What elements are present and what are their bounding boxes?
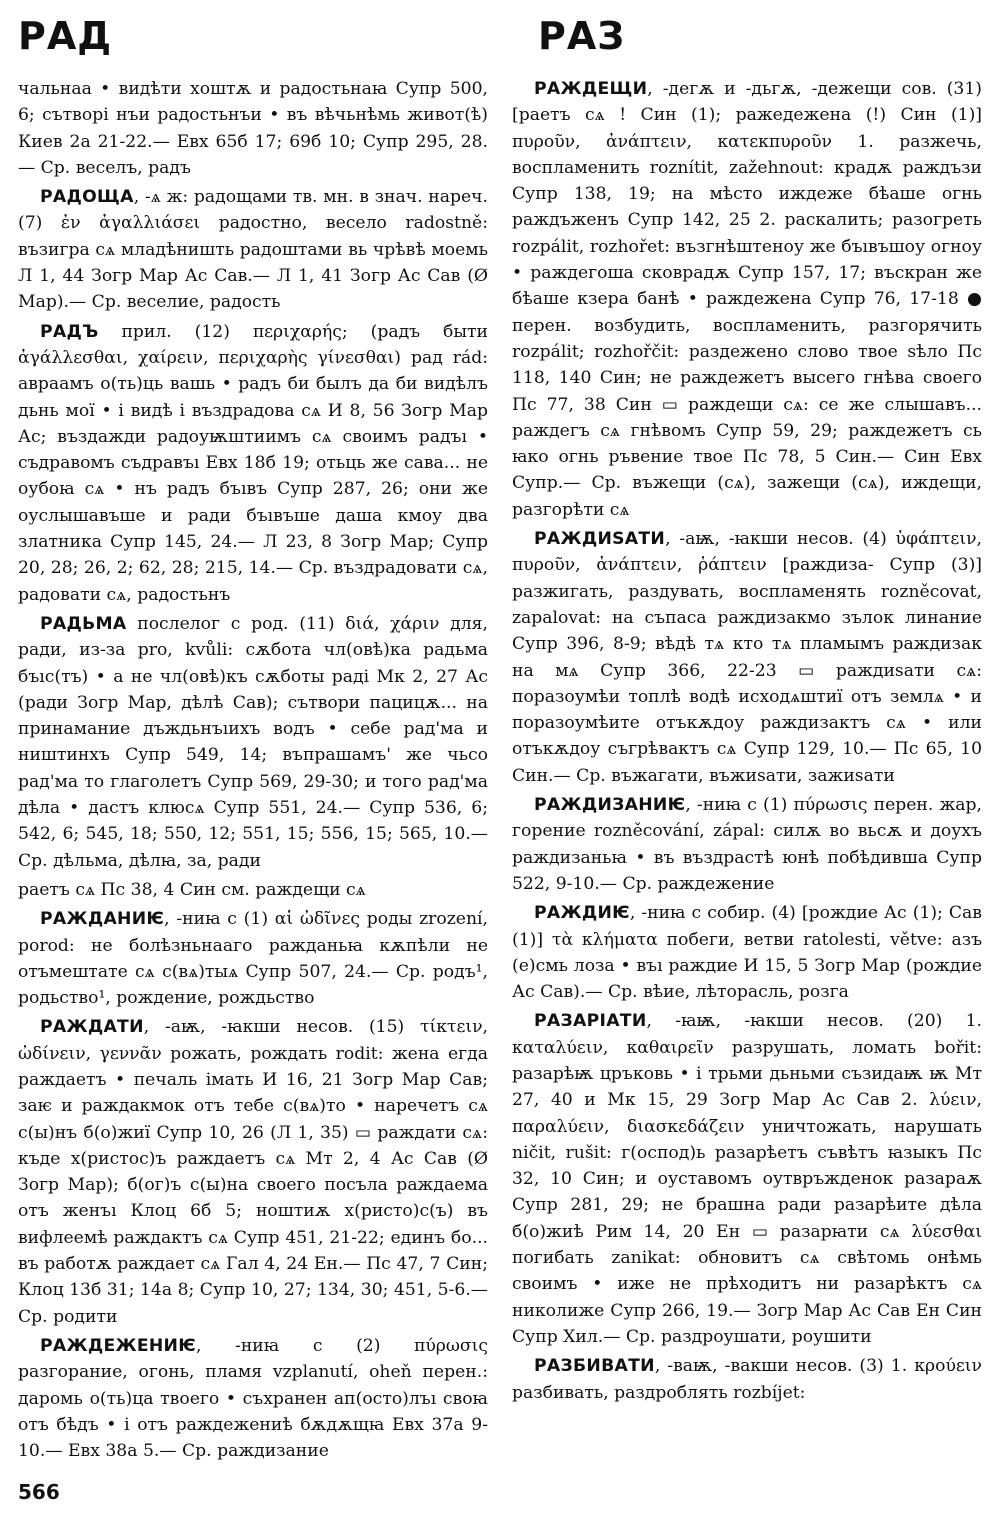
entry-text: , -аѭ, -ꙗкши несов. (15) τίκτειν, ὠδίνειν, γεννᾶν рожать, рождать rodit: жена егда раждаетъ • печаль імать И 16, 21 Зогр Мар Сав; заѥ и раждакмок отъ тебе с(вѧ)то • наречетъ сѧ с(ы)нъ б(о)жиї Супр 10, 26 (Л 1, 35) ▭ раждати сѧ: къде х(ристос)ъ раждаетъ сѧ Мт 2, 4 Ас Сав (Ø Зогр Мар); б(ог)ъ с(ы)на своего посъла раждаема отъ женъı Клоц 6б 5; ноштиѫ х(ристо)с(ъ) въ вифлеемѣ раждактъ сѧ Супр 451, 21-22; единъ бо... въ работѫ раждает сѧ Гал 4, 24 Ен.— Пс 47, 7 Син; Клоц 13б 31; 14а 8; Супр 10, 27; 134, 30; 451, 5-6.— Ср. родити — [18, 1017, 488, 1327]
entry-headword: РАЗБИВАТИ — [534, 1356, 655, 1377]
dictionary-entry — [18, 76, 488, 181]
entry-text: прил. (12) περιχαρής; (радъ быти ἀγάλλεσθαι, χαίρειν, περιχαρὴς γίνεσθαι) рад rád: авраамъ о(ть)ць вашь • радъ би былъ да би видѣлъ дьнь мої • і видѣ і въздрадова сѧ И 8, 56 Зогр Мар Ас; въздажди радоуѭштиимъ сѧ своимъ радъı • съдравомъ съдравъı Евх 18б 19; отьць же сава... не оубоꙗ сѧ • нъ радъ бъıвъ Супр 287, 26; они же оуслышавъше и ради бъıвъше даша кмоу два златника Супр 145, 24.— Л 23, 8 Зогр Мар; Супр 20, 28; 26, 2; 62, 28; 215, 14.— Ср. въздрадовати сѧ, радовати сѧ, радостьнъ — [18, 321, 488, 605]
entry-text: , -ѧ ж: радощами тв. мн. в знач. нареч. (7) ἐν ἀγαλλιάσει радостно, весело radostně: възигра сѧ младѣништь радоштами вь чрѣвѣ моемь Л 1, 44 Зогр Мар Ас Сав.— Л 1, 41 Зогр Ас Сав (Ø Мар).— Ср. веселие, радость — [18, 187, 488, 313]
entry-headword: РАДЪ — [40, 321, 99, 342]
entry-headword: РАЖДИЗАНИѤ — [534, 795, 686, 816]
entry-text: , -ꙗѭ, -ꙗкши несов. (20) 1. καταλύειν, καθαιρεῖν разрушать, ломать bořit: разарѣѭ цръковь • і трьми дьньми съзидаѭ ѭ Мт 27, 40 и Мк 15, 29 Зогр Мар Ас Сав 2. λύειν, παραλύειν, διασκεδάζειν уничтожать, нарушать ničit, rušit: г(оспод)ь разарѣетъ съвѣтъ ꙗзыкъ Пс 32, 10 Син; и оуставомъ оутвръжденок разараѫ Супр 281, 29; не брашна ради разарѣите дѣла б(о)жиѣ Рим 14, 20 Ен ▭ разарꙗти сѧ λύεσθαι погибать zanikat: обновитъ сѧ свѣтомь онѣмь своимъ • иже не прѣходитъ ни разарѣктъ сѧ николиже Супр 266, 19.— Зогр Мар Ас Сав Ен Син Супр Хил.— Ср. раздроушати, роушити — [512, 1011, 982, 1347]
entry-headword: РАЖДАТИ — [40, 1017, 144, 1038]
entry-text: послелог с род. (11) διά, χάριν для, ради, из-за pro, kvůli: сѫбота чл(овѣ)ка радьма бъıс(тъ) • а не чл(овѣ)къ сѫботы радi Мк 2, 27 Ас (ради Зогр Мар, дѣлѣ Сав); сътвори пацицѫ... на принаманиe дъждьнъıихъ водъ • себе рад'ма и ништинхъ Супр 549, 14; въпрашамъ' же чьсо рад'ма то глаголетъ Супр 569, 29-30; и того рад'ма дѣла • дастъ клюсѧ Супр 551, 24.— Супр 536, 6; 542, 6; 545, 18; 550, 12; 551, 15; 556, 15; 565, 10.— Ср. дѣльма, дѣлꙗ, за, ради — [18, 613, 488, 871]
left-column — [18, 76, 488, 1466]
entry-headword: РАЖДАНИѤ — [40, 909, 165, 930]
entry-text: , -дегѫ и -дьгѫ, -дежещи сов. (31) [раетъ сѧ ! Син (1); ражедежена (!) Син (1)] πυροῦν, ἀνάπτειν, κατεκπυροῦν 1. разжечь, воспламенить roznítit, zažehnout: крадѫ раждъзи Супр 138, 19; на мѣсто иждеже бѣаше огнь раждъженъ Супр 142, 25 2. раскалить; разогреть rozpálit, rozhořet: възгнѣштеноу же бъıвъшоу огноу • раждегоша сковрадѫ Супр 157, 17; въскран же бѣаше кзера банѣ • раждежена Супр 76, 17-18 ● перен. возбудить, воспламенить, разгорячить rozpálit; rozhořčit: раздежено слово твое ѕѣло Пс 118, 140 Син; не раждежетъ высего гнѣва своего Пс 77, 38 Син ▭ раждещи сѧ: се же слышавъ... раждегъ сѧ гнѣвомъ Супр 59, 29; раждежетъ сь ꙗко огнь ръвение твое Пс 78, 5 Син.— Син Евх Супр.— Ср. въжещи (сѧ), зажещи (сѧ), иждещи, разгорѣти сѧ — [512, 79, 982, 520]
dictionary-entry — [18, 611, 488, 874]
entry-headword: РАЖДИѤ — [534, 903, 630, 924]
entry-text: , -ниꙗ с (1) πύρωσις перен. жар, горение rozněcování, zápal: силѫ во вьсѫ и доухъ раждизаньꙗ • въ въздрастѣ юнѣ побѣдивша Супр 522, 9-10.— Ср. раждежениe — [512, 795, 982, 894]
right-column — [512, 76, 982, 1466]
running-head-left: РАД — [18, 14, 113, 58]
entry-text: раетъ сѧ Пс 38, 4 Син см. раждещи сѧ — [18, 879, 366, 900]
entry-headword: РАЖДЕЩИ — [534, 79, 648, 99]
entry-text: , -ниꙗ с собир. (4) [рождие Ас (1); Сав (1)] τὰ κλήματα побеги, ветви ratolesti, větve: азъ (е)смь лоза • въı раждие И 15, 5 Зогр Мар (рождие Ас Сав).— Ср. вѣиe, лѣторасль, розга — [512, 903, 982, 1003]
dictionary-entry — [18, 319, 488, 608]
dictionary-entry — [512, 1353, 982, 1406]
entry-headword: РАДЬМА — [40, 613, 127, 634]
dictionary-entry — [18, 906, 488, 1011]
entry-text: , -ваѭ, -вакши несов. (3) 1. κρούειν разбивать, раздроблять rozbíjet: — [512, 1356, 982, 1403]
entry-headword: РАЗАРІАТИ — [534, 1011, 647, 1032]
entry-text: , -ниꙗ с (1) αἱ ὠδῖνες роды zrození, porod: не болѣзньнааго ражданьꙗ кѫпѣли не отъмештате сѧ с(вѧ)тыѧ Супр 507, 24.— Ср. родъ¹, родьство¹, рождениe, рождьство — [18, 909, 488, 1009]
running-head-right: РАЗ — [538, 14, 626, 58]
dictionary-entry — [18, 184, 488, 315]
dictionary-entry — [18, 1333, 488, 1464]
entry-headword: РАЖДЕЖЕНИѤ — [40, 1335, 196, 1356]
entry-headword: РАЖДИЅАТИ — [534, 529, 666, 550]
dictionary-entry — [512, 526, 982, 789]
entry-text: , -ниꙗ с (2) πύρωσις разгорание, огонь, пламя vzplanutí, oheň перен.: даромь о(ть)ца твоего • съхранен ап(осто)лъı своꙗ отъ бѣдъ • і отъ раждежениѣ бѫдѫщꙗ Евх 37а 9-10.— Евх 38а 5.— Ср. раждизаниe — [18, 1335, 488, 1462]
entry-text: чальнаа • видѣти хоштѫ и радостьнаꙗ Супр 500, 6; сътворі нъи радостьнъи • въ вѣчьнѣмь живот(ѣ) Киев 2а 21-22.— Евх 65б 17; 69б 10; Супр 295, 28.— Ср. веселъ, радъ — [18, 79, 488, 178]
page-number: 566 — [18, 1480, 60, 1504]
dictionary-entry — [512, 1008, 982, 1350]
entry-headword: РАДОЩА — [40, 187, 134, 208]
dictionary-entry — [512, 76, 982, 523]
entry-text: , -аѭ, -ꙗкши несов. (4) ὑφάπτειν, πυροῦν, ἀνάπτειν, ῥάπτειν [раждиза- Супр (3)] разжигать, раздувать, воспламенять rozněcovat, zapalovat: на съпаса раждизакмо зълок линаниe Супр 396, 8-9; вѣдѣ тѧ кто тѧ пламымъ раждизак на мѧ Супр 366, 22-23 ▭ раждиѕати сѧ: поразоумѣи топлѣ водѣ исходѧштиї отъ землѧ • и поразоумѣите отъкѫдоу раждизактъ сѧ • или отъкѫдоу съгрѣвактъ сѧ Супр 129, 10.— Пс 65, 10 Син.— Ср. въжагати, въжиѕати, зажиѕати — [512, 529, 982, 786]
page-header — [0, 14, 1000, 70]
dictionary-entry — [512, 900, 982, 1005]
dictionary-entry — [18, 1014, 488, 1330]
dictionary-entry — [512, 792, 982, 897]
dictionary-entry — [18, 877, 488, 903]
